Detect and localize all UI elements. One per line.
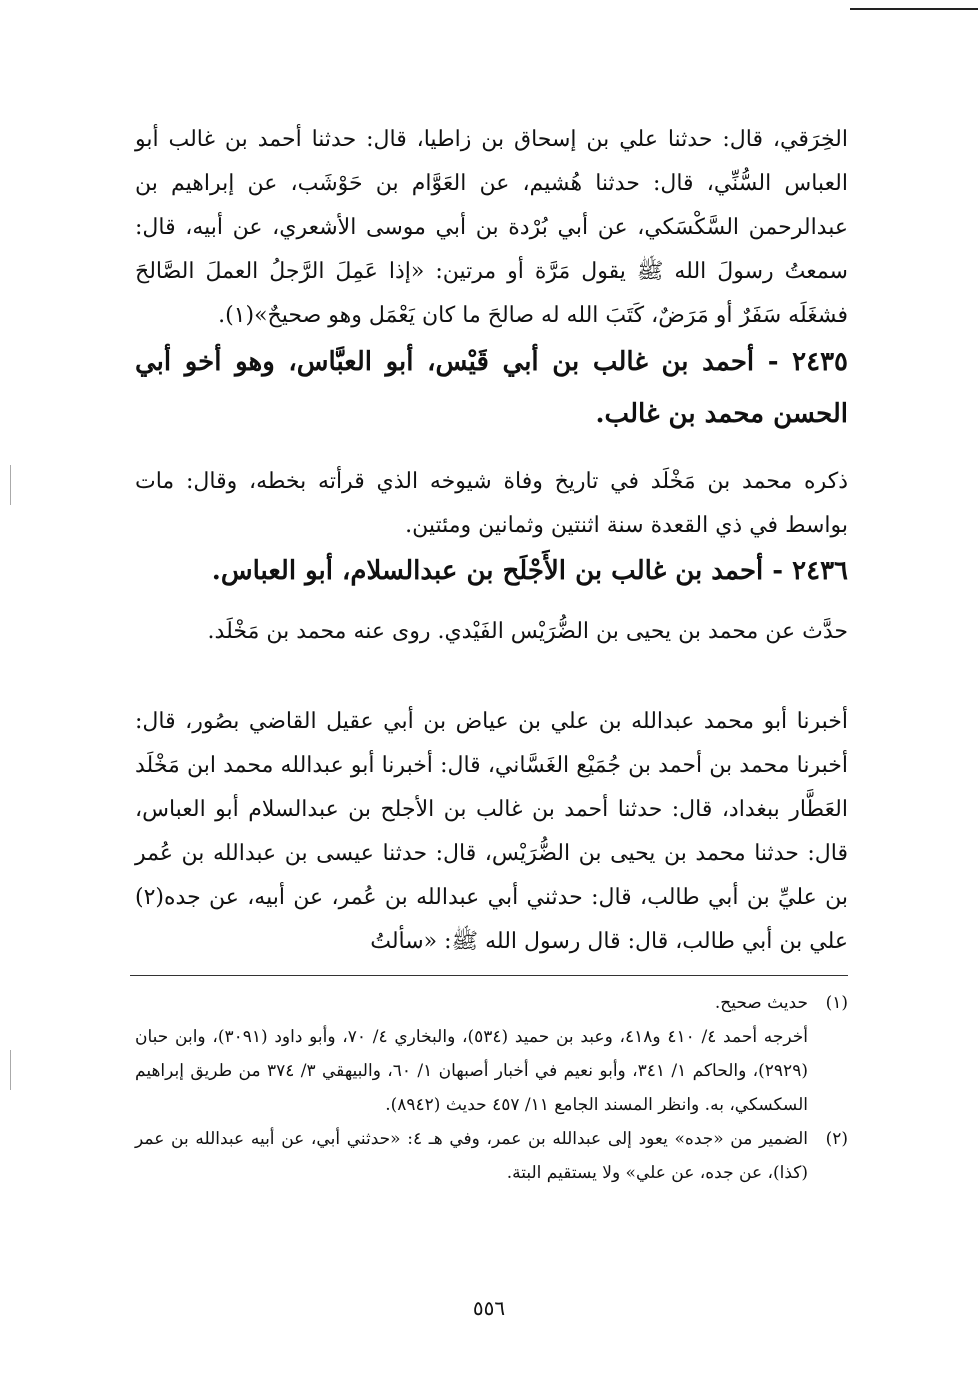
- footnote-number: (٢): [825, 1129, 848, 1149]
- entry-heading-2436: ٢٤٣٦ - أحمد بن غالب بن الأَجْلَح بن عبدالسلام، أبو العباس.: [211, 556, 848, 586]
- paragraph-entry-2436: حدَّث عن محمد بن يحيى بن الضُّرَيْس الفَيْدي. روى عنه محمد بن مَخْلَد.: [207, 619, 848, 644]
- footnote-body: [135, 1122, 808, 1190]
- footnote-number: (١): [825, 993, 848, 1013]
- footnote-line: أخرجه أحمد ٤/ ٤١٠ و٤١٨، وعبد بن حميد (٥٣٤)، والبخاري ٤/ ٧٠، وأبو داود (٣٠٩١)، وابن حبان (٢٩٢٩)، والحاكم ١/ ٣٤١، وأبو نعيم في أخبار أصبهان ١/ ٦٠، والبيهقي ٣/ ٣٧٤ من طريق إبراهيم السكسكي، به. وانظر المسند الجامع ١١/ ٤٥٧ حديث (٨٩٤٢).: [135, 1027, 808, 1115]
- paragraph-hadith-1: الخِرَقي، قال: حدثنا علي بن إسحاق بن زاطيا، قال: حدثنا أحمد بن غالب أبو العباس السُّنِّي، قال: حدثنا هُشيم، عن العَوَّام بن حَوْشَب، عن إبراهيم بن عبدالرحمن السَّكْسَكي، عن أبي بُرْدة بن أبي موسى الأشعري، عن أبيه، قال: سمعتُ رسولَ الله ﷺ يقول مَرَّة أو مرتين: «إذا عَمِلَ الرَّجلُ العملَ الصَّالحَ فشغَلَه سَفَرٌ أو مَرَضٌ، كَتَبَ الله له صالحَ ما كان يَعْمَل وهو صحيحٌ»(١).: [135, 127, 848, 328]
- footnote-body: [135, 986, 808, 1122]
- footnote-2: [135, 1122, 848, 1190]
- footnote-1: [135, 986, 848, 1122]
- footnote-separator: [130, 975, 848, 976]
- paragraph-isnad: أخبرنا أبو محمد عبدالله بن علي بن عياض بن أبي عقيل القاضي بصُور، قال: أخبرنا محمد بن أحمد بن جُمَيْع الغَسَّاني، قال: أخبرنا أبو عبدالله محمد ابن مَخْلَد العَطَّار ببغداد، قال: حدثنا أحمد بن غالب بن الأجلح بن عبدالسلام أبو العباس، قال: حدثنا محمد بن يحيى بن الضُّرَيْس، قال: حدثنا عيسى بن عبدالله بن عُمر بن عليِّ بن أبي طالب، قال: حدثني أبي عبدالله بن عُمر، عن أبيه، عن جده(٢) علي بن أبي طالب، قال: قال رسول الله ﷺ: «سألتُ: [135, 709, 848, 954]
- margin-mark: [10, 465, 11, 505]
- footnotes: [135, 986, 848, 1190]
- page-number: ٥٥٦: [472, 1296, 506, 1320]
- footnote-line: حديث صحيح.: [714, 993, 808, 1013]
- paragraph-entry-2435: ذكره محمد بن مَخْلَد في تاريخ وفاة شيوخه الذي قرأته بخطه، وقال: مات بواسط في ذي القعدة سنة اثنتين وثمانين ومئتين.: [135, 469, 848, 538]
- margin-mark: [10, 1050, 11, 1090]
- entry-heading-2435: ٢٤٣٥ - أحمد بن غالب بن أبي قَيْس، أبو العبَّاس، وهو أخو أبي الحسن محمد بن غالب.: [135, 347, 848, 429]
- top-edge-rule: [850, 8, 978, 10]
- footnote-line: الضمير من «جده» يعود إلى عبدالله بن عمر، وفي هـ ٤: «حدثني أبي، عن أبيه عبدالله بن عمر (كذا)، عن جده، عن علي» ولا يستقيم البتة.: [135, 1129, 808, 1183]
